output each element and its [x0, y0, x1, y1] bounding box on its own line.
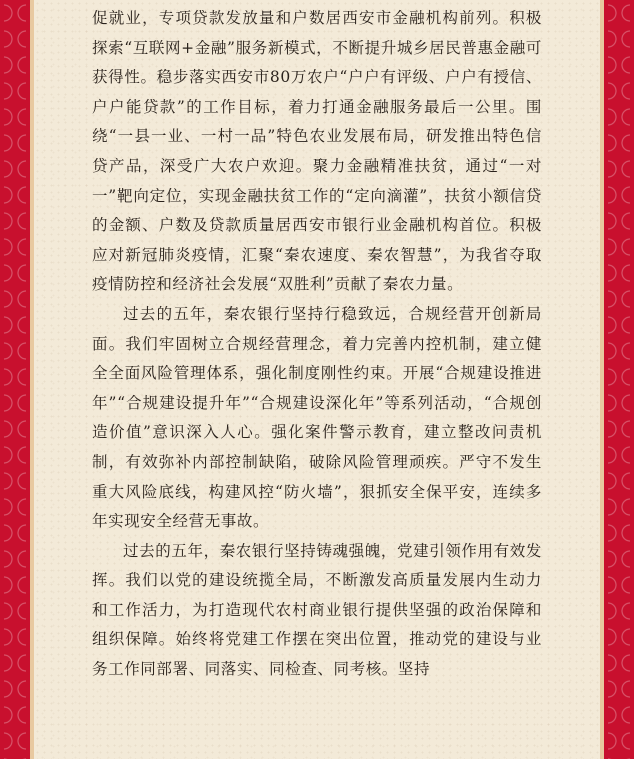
left-border: [0, 0, 34, 759]
article-body: [92, 0, 542, 685]
paragraph-service: 促就业，专项贷款发放量和户数居西安市金融机构前列。积极探索“互联网+金融”服务新模式，不断提升城乡居民普惠金融可获得性。稳步落实西安市80万农户“户户有评级、户户有授信、户户能贷款”的工作目标，着力打通金融服务最后一公里。围绕“一县一业、一村一品”特色农业发展布局，研发推出特色信贷产品，深受广大农户欢迎。聚力金融精准扶贫，通过“一对一”靶向定位，实现金融扶贫工作的“定向滴灌”，扶贫小额信贷的金额、户数及贷款质量居西安市银行业金融机构首位。积极应对新冠肺炎疫情，汇聚“秦农速度、秦农智慧”，为我省夺取疫情防控和经济社会发展“双胜利”贡献了秦农力量。: [92, 9, 542, 294]
right-border-pattern: [608, 0, 630, 759]
paragraph-compliance: 过去的五年，秦农银行坚持行稳致远，合规经营开创新局面。我们牢固树立合规经营理念，着力完善内控机制，建立健全全面风险管理体系，强化制度刚性约束。开展“合规建设推进年”“合规建设提升年”“合规建设深化年”等系列活动，“合规创造价值”意识深入人心。强化案件警示教育，建立整改问责机制，有效弥补内部控制缺陷，破除风险管理顽疾。严守不发生重大风险底线，构建风控“防火墙”，狠抓安全保平安，连续多年实现安全经营无事故。: [92, 304, 542, 531]
right-border: [600, 0, 634, 759]
left-border-pattern: [4, 0, 26, 759]
paragraph-party-building: 过去的五年，秦农银行坚持铸魂强魄，党建引领作用有效发挥。我们以党的建设统揽全局，不断激发高质量发展内生动力和工作活力，为打造现代农村商业银行提供坚强的政治保障和组织保障。始终将党建工作摆在突出位置，推动党的建设与业务工作同部署、同落实、同检查、同考核。坚持: [92, 541, 542, 679]
